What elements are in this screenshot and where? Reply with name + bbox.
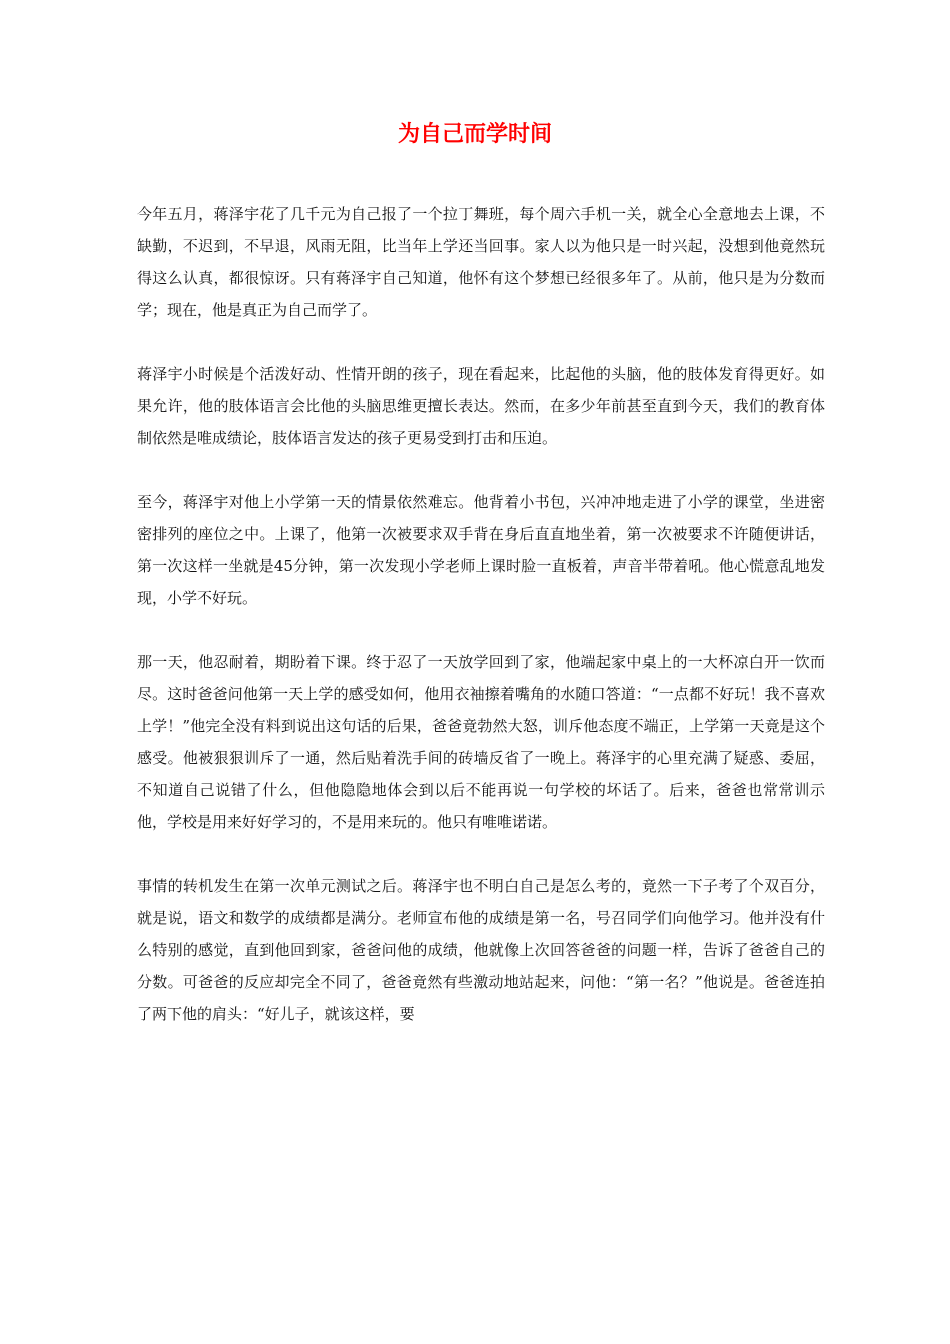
paragraph-2: 蒋泽宇小时候是个活泼好动、性情开朗的孩子，现在看起来，比起他的头脑，他的肢体发育得更好。如果允许，他的肢体语言会比他的头脑思维更擅长表达。然而，在多少年前甚至直到今天，我们的教育体制依然是唯成绩论，肢体语言发达的孩子更易受到打击和压迫。 xyxy=(137,365,825,447)
document-title: 为自己而学时间 xyxy=(397,122,552,147)
paragraph-4: 那一天，他忍耐着，期盼着下课。终于忍了一天放学回到了家，他端起家中桌上的一大杯凉白开一饮而尽。这时爸爸问他第一天上学的感受如何，他用衣袖擦着嘴角的水随口答道：“一点都不好玩！我不喜欢上学！”他完全没有料到说出这句话的后果，爸爸竟勃然大怒，训斥他态度不端正，上学第一天竟是这个感受。他被狠狠训斥了一通，然后贴着洗手间的砖墙反省了一晚上。蒋泽宇的心里充满了疑惑、委屈，不知道自己说错了什么，但他隐隐地体会到以后不能再说一句学校的坏话了。后来，爸爸也常常训示他，学校是用来好好学习的，不是用来玩的。他只有唯唯诺诺。 xyxy=(137,653,825,831)
document-body xyxy=(137,198,825,1062)
paragraph-3: 至今，蒋泽宇对他上小学第一天的情景依然难忘。他背着小书包，兴冲冲地走进了小学的课堂，坐进密密排列的座位之中。上课了，他第一次被要求双手背在身后直直地坐着，第一次被要求不许随便讲话，第一次这样一坐就是45分钟，第一次发现小学老师上课时脸一直板着，声音半带着吼。他心慌意乱地发现，小学不好玩。 xyxy=(137,493,825,607)
paragraph-5: 事情的转机发生在第一次单元测试之后。蒋泽宇也不明白自己是怎么考的，竟然一下子考了个双百分，就是说，语文和数学的成绩都是满分。老师宣布他的成绩是第一名，号召同学们向他学习。他并没有什么特别的感觉，直到他回到家，爸爸问他的成绩，他就像上次回答爸爸的问题一样，告诉了爸爸自己的分数。可爸爸的反应却完全不同了，爸爸竟然有些激动地站起来，问他：“第一名？”他说是。爸爸连拍了两下他的肩头：“好儿子，就该这样，要 xyxy=(137,877,825,1023)
paragraph-1: 今年五月，蒋泽宇花了几千元为自己报了一个拉丁舞班，每个周六手机一关，就全心全意地去上课，不缺勤，不迟到，不早退，风雨无阻，比当年上学还当回事。家人以为他只是一时兴起，没想到他竟然玩得这么认真，都很惊讶。只有蒋泽宇自己知道，他怀有这个梦想已经很多年了。从前，他只是为分数而学；现在，他是真正为自己而学了。 xyxy=(137,205,825,319)
